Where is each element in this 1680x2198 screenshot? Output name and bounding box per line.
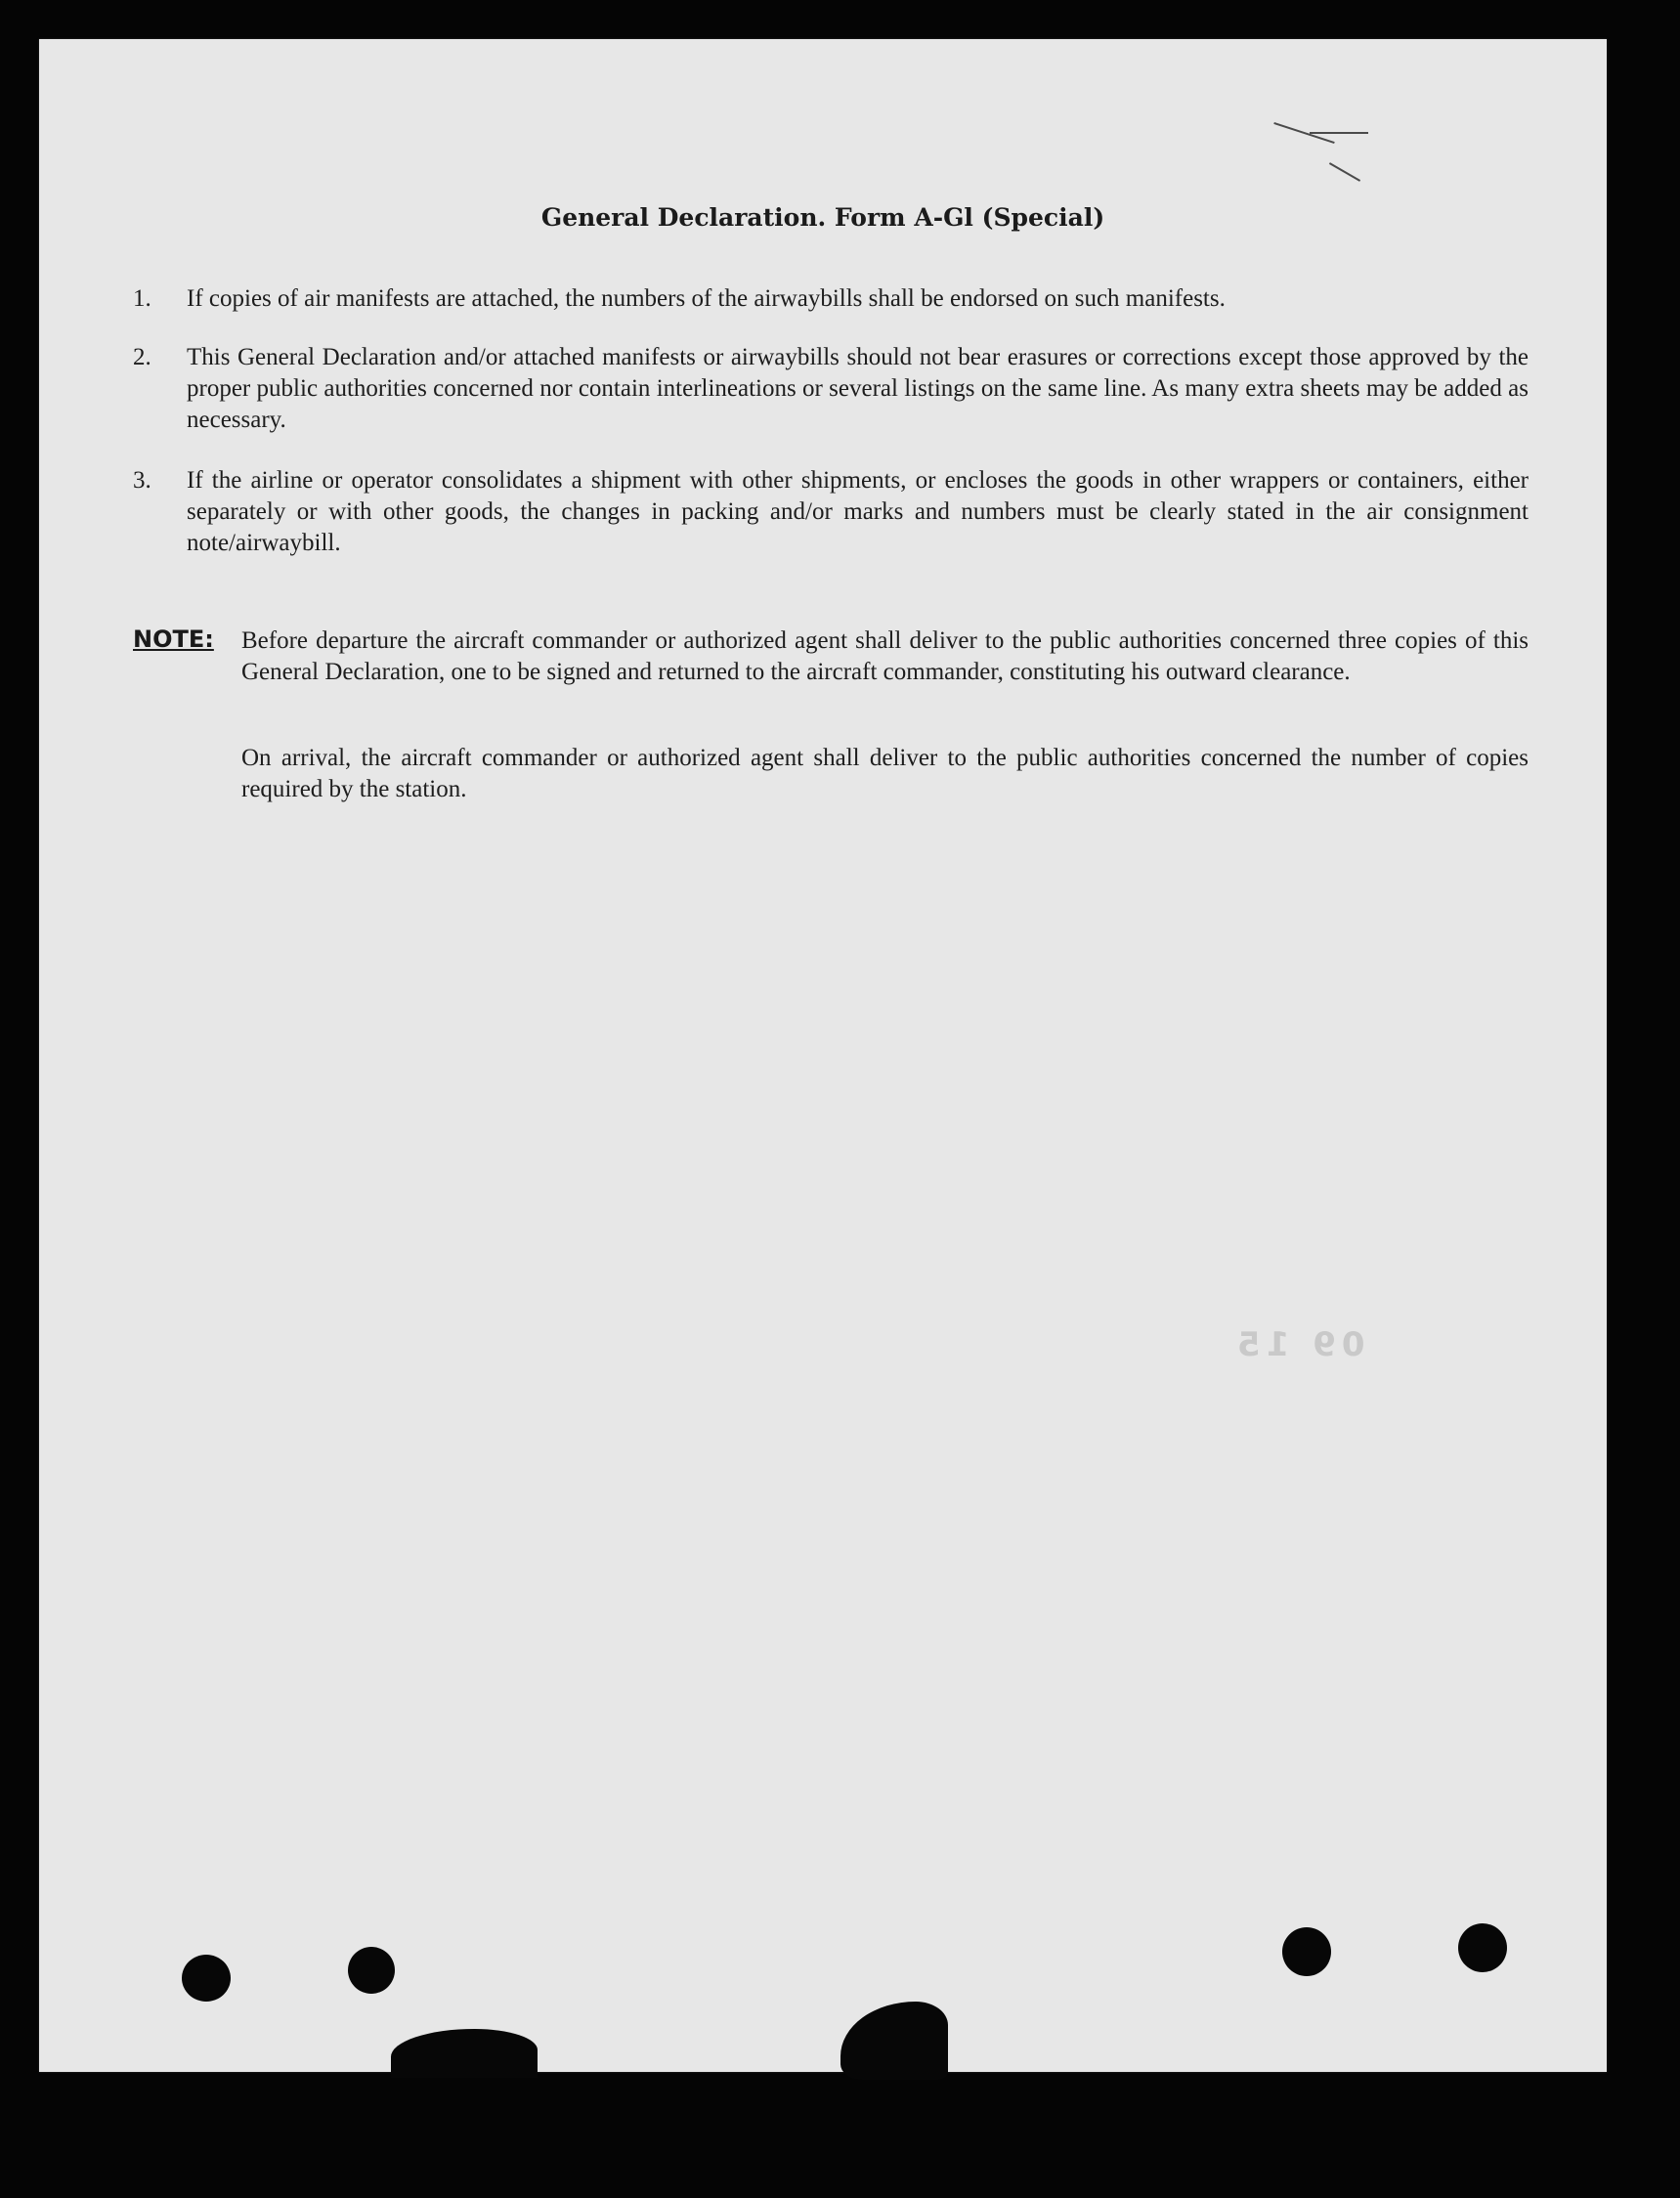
punch-hole xyxy=(348,1947,395,1994)
document-page xyxy=(39,39,1607,2072)
note-paragraph: On arrival, the aircraft commander or authorized agent shall deliver to the public authorities concerned the number of copies required by the station. xyxy=(241,745,1529,802)
torn-edge xyxy=(840,2002,948,2080)
pencil-mark xyxy=(1329,162,1360,182)
bleed-through-stamp: 09 15 xyxy=(1231,1325,1365,1364)
item-text: If copies of air manifests are attached, the numbers of the airwaybills shall be endorsed on such manifests. xyxy=(187,285,1226,312)
item-number: 3. xyxy=(133,467,151,494)
item-number: 2. xyxy=(133,344,151,370)
item-text: If the airline or operator consolidates a shipment with other shipments, or encloses the goods in other wrappers or containers, either separately or with other goods, the changes in packing and/or marks and numbers must be clearly stated in the air consignment note/airwaybill. xyxy=(187,467,1529,556)
punch-hole xyxy=(1282,1927,1331,1976)
punch-hole xyxy=(182,1955,231,2002)
item-text: This General Declaration and/or attached manifests or airwaybills should not bear erasures or corrections except those approved by the proper public authorities concerned nor contain interlineations or several listings on the same line. As many extra sheets may be added as necessary. xyxy=(187,344,1529,433)
note-paragraph: Before departure the aircraft commander or authorized agent shall deliver to the public authorities concerned three copies of this General Declaration, one to be signed and returned to the aircraft commander, constituting his outward clearance. xyxy=(241,627,1529,685)
torn-edge xyxy=(391,2029,538,2078)
pencil-mark xyxy=(1310,132,1368,134)
item-number: 1. xyxy=(133,285,151,312)
page-title: General Declaration. Form A-Gl (Special) xyxy=(540,203,1105,232)
punch-hole xyxy=(1458,1923,1507,1972)
note-label: NOTE: xyxy=(133,625,214,653)
